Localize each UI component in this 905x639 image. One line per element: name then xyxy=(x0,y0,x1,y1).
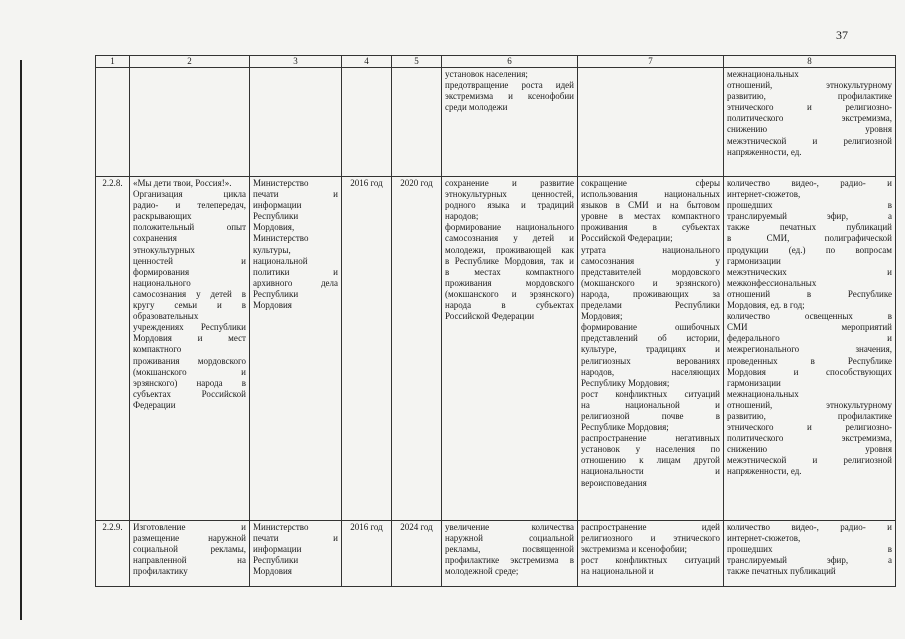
text-line: также печатных публикаций xyxy=(727,566,836,577)
text-line: религиозной почве в xyxy=(581,410,720,421)
text-line: религиозного и этнического xyxy=(581,533,720,544)
text-line: размещение наружной xyxy=(133,533,246,544)
text-line: наружной социальной xyxy=(445,533,574,544)
text-line: этнокультурных xyxy=(133,244,195,255)
text-line: проживания в субъектах xyxy=(581,222,720,233)
text-line: ценностей и xyxy=(133,255,246,266)
text-line: использования национальных xyxy=(581,189,720,200)
text-line: интернет-сюжетов, xyxy=(727,533,801,544)
tasks-cell xyxy=(442,68,578,177)
text-line: народа в субъектах xyxy=(445,300,574,311)
text-line: вероисповедания xyxy=(581,477,647,488)
text-line: Изготовление и xyxy=(133,522,246,532)
text-line: отношений в Республике xyxy=(727,288,892,299)
text-line: народов, населяющих xyxy=(581,366,720,377)
text-line: формирования xyxy=(133,266,190,277)
text-line: профилактике экстремизма в xyxy=(445,555,574,566)
table-row xyxy=(96,521,896,587)
text-line: Мордовия, ед. в год; xyxy=(727,300,805,311)
text-line: межэтнической и религиозной xyxy=(727,455,892,466)
text-line: Республики xyxy=(253,211,299,222)
program-table xyxy=(95,55,896,587)
text-line: (мокшанского и эрзянского) xyxy=(445,288,574,299)
header-cell-8: 8 xyxy=(724,56,896,68)
text-line: Федерации xyxy=(133,399,176,410)
text-line: национальной xyxy=(253,255,308,266)
text-line: направленной на xyxy=(133,555,246,566)
text-line: утрата национального xyxy=(581,244,720,255)
text-line: архивного дела xyxy=(253,277,338,288)
text-line: политики и xyxy=(253,266,338,277)
text-line: Республике Мордовия; xyxy=(581,422,669,433)
text-line: распространение идей xyxy=(581,522,720,532)
text-line: национальности и xyxy=(581,466,720,477)
indicators-cell xyxy=(724,177,896,521)
start-year-cell: 2016 год xyxy=(342,521,392,587)
text-line: эрзянского) народа в xyxy=(133,377,246,388)
text-line: сохранения xyxy=(133,233,177,244)
text-line: этнокультурных ценностей, xyxy=(445,189,574,200)
text-line: рекламы, посвященной xyxy=(445,544,574,555)
text-line: гармонизации xyxy=(727,255,781,266)
text-line: самосознания у xyxy=(581,255,720,266)
text-line: радио- и телепередач, xyxy=(133,200,246,211)
text-line: Республики xyxy=(253,288,299,299)
text-line: Мордовия xyxy=(253,566,292,577)
text-line: среди молодежи xyxy=(445,102,508,113)
text-line: печати и xyxy=(253,189,338,200)
text-line: Организация цикла xyxy=(133,189,246,200)
text-line: Российской Федерации xyxy=(445,311,535,322)
text-line: учреждениях Республики xyxy=(133,322,246,333)
text-line: межконфессиональных xyxy=(727,277,817,288)
text-line: в местах компактного xyxy=(445,266,574,277)
text-line: Министерство xyxy=(253,522,309,532)
binding-edge-line xyxy=(20,60,22,620)
text-line: раскрывающих xyxy=(133,211,192,222)
text-line: развитию, профилактике xyxy=(727,410,892,421)
start-year-cell xyxy=(342,68,392,177)
text-line: народа, проживающих за xyxy=(581,288,720,299)
measure-name-cell xyxy=(130,177,250,521)
text-line: Мордовия и способствующих xyxy=(727,366,892,377)
table-row xyxy=(96,177,896,521)
risks-cell xyxy=(578,521,724,587)
text-line: положительный опыт xyxy=(133,222,246,233)
header-cell-7: 7 xyxy=(578,56,724,68)
tasks-cell xyxy=(442,177,578,521)
text-line: представлений об истории, xyxy=(581,333,720,344)
text-line: самосознания у детей в xyxy=(133,288,246,299)
text-line: транслируемый эфир, а xyxy=(727,211,892,222)
header-cell-3: 3 xyxy=(250,56,342,68)
page-number: 37 xyxy=(836,28,848,42)
text-line: продукции (ед.) по вопросам xyxy=(727,244,892,255)
risks-cell xyxy=(578,177,724,521)
end-year-cell: 2020 год xyxy=(392,177,442,521)
measure-name-cell xyxy=(130,521,250,587)
executor-cell xyxy=(250,177,342,521)
text-line: гармонизации xyxy=(727,377,781,388)
text-line: национального xyxy=(133,277,191,288)
text-line: в СМИ, полиграфической xyxy=(727,233,892,244)
text-line: культуре, традициях и xyxy=(581,344,720,355)
text-line: экстремизма и ксенофобии; xyxy=(581,544,688,555)
text-line: установок населения; xyxy=(445,69,528,79)
end-year-cell: 2024 год xyxy=(392,521,442,587)
text-line: установок у населения по xyxy=(581,444,720,455)
text-line: проживания мордовского xyxy=(445,277,574,288)
text-line: пределами Республики xyxy=(581,300,720,311)
text-line: уровне в местах компактного xyxy=(581,211,720,222)
header-cell-6: 6 xyxy=(442,56,578,68)
text-line: информации xyxy=(253,200,302,211)
text-line: этнического и религиозно- xyxy=(727,102,892,113)
text-line: на национальной и xyxy=(581,399,720,410)
end-year-cell xyxy=(392,68,442,177)
text-line: социальной рекламы, xyxy=(133,544,246,555)
text-line: этнического и религиозно- xyxy=(727,422,892,433)
text-line: информации xyxy=(253,544,302,555)
text-line: Мордовия xyxy=(253,300,292,311)
text-line: проведенных в Республике xyxy=(727,355,892,366)
start-year-cell: 2016 год xyxy=(342,177,392,521)
text-line: экстремизма и ксенофобии xyxy=(445,91,574,102)
executor-cell xyxy=(250,521,342,587)
measure-name-cell xyxy=(130,68,250,177)
text-line: снижению уровня xyxy=(727,124,892,135)
indicators-cell xyxy=(724,521,896,587)
text-line: представителей мордовского xyxy=(581,266,720,277)
header-cell-1: 1 xyxy=(96,56,130,68)
text-line: формирование ошибочных xyxy=(581,322,720,333)
text-line: проживания мордовского xyxy=(133,355,246,366)
text-line: формирование национального xyxy=(445,222,574,233)
text-line: межэтнической и религиозной xyxy=(727,135,892,146)
text-line: распространение негативных xyxy=(581,433,720,444)
text-line: самосознания у детей и xyxy=(445,233,574,244)
text-line: на национальной и xyxy=(581,566,654,577)
text-line: политического экстремизма, xyxy=(727,433,892,444)
text-line: кругу семьи и в xyxy=(133,300,246,311)
text-line: рост конфликтных ситуаций xyxy=(581,555,720,566)
text-line: субъектах Российской xyxy=(133,388,246,399)
text-line: сохранение и развитие xyxy=(445,178,574,188)
text-line: образовательных xyxy=(133,311,199,322)
text-line: отношений, этнокультурному xyxy=(727,80,892,91)
text-line: политического экстремизма, xyxy=(727,113,892,124)
risks-cell xyxy=(578,68,724,177)
text-line: в Республике Мордовия, так и xyxy=(445,255,574,266)
text-line: сокращение сферы xyxy=(581,178,720,188)
text-line: количество видео-, радио- и xyxy=(727,522,892,532)
text-line: межэтнических и xyxy=(727,266,892,277)
text-line: интернет-сюжетов, xyxy=(727,189,801,200)
text-line: народов; xyxy=(445,211,479,222)
table-row xyxy=(96,68,896,177)
text-line: компактного xyxy=(133,344,182,355)
text-line: Республику Мордовия; xyxy=(581,377,670,388)
text-line: увеличение количества xyxy=(445,522,574,532)
text-line: печати и xyxy=(253,533,338,544)
text-line: Республики xyxy=(253,555,299,566)
tasks-cell xyxy=(442,521,578,587)
text-line: рост конфликтных ситуаций xyxy=(581,388,720,399)
text-line: развитию, профилактике xyxy=(727,91,892,102)
text-line: Мордовия и мест xyxy=(133,333,246,344)
text-line: Мордовия, xyxy=(253,222,295,233)
text-line: межнациональных xyxy=(727,69,799,79)
text-line: количество освещенных в xyxy=(727,311,892,322)
text-line: Мордовия; xyxy=(581,311,623,322)
text-line: количество видео-, радио- и xyxy=(727,178,892,188)
text-line: СМИ мероприятий xyxy=(727,322,892,333)
item-number-cell: 2.2.9. xyxy=(96,521,130,587)
text-line: напряженности, ед. xyxy=(727,146,802,157)
item-number-cell xyxy=(96,68,130,177)
text-line: Министерство xyxy=(253,178,309,188)
header-row xyxy=(96,56,896,68)
header-cell-5: 5 xyxy=(392,56,442,68)
text-line: (мокшанского и эрзянского) xyxy=(581,277,720,288)
text-line: «Мы дети твои, Россия!». xyxy=(133,178,232,188)
text-line: Министерство xyxy=(253,233,309,244)
text-line: профилактику xyxy=(133,566,188,577)
text-line: родного языка и традиций xyxy=(445,200,574,211)
header-cell-4: 4 xyxy=(342,56,392,68)
text-line: также печатных публикаций xyxy=(727,222,892,233)
item-number-cell: 2.2.8. xyxy=(96,177,130,521)
text-line: молодежной среде; xyxy=(445,566,519,577)
text-line: Российской Федерации; xyxy=(581,233,673,244)
text-line: прошедших в xyxy=(727,544,892,555)
text-line: напряженности, ед. xyxy=(727,466,802,477)
text-line: предотвращение роста идей xyxy=(445,80,574,91)
text-line: религиозных верованиях xyxy=(581,355,720,366)
text-line: межрегионального значения, xyxy=(727,344,892,355)
text-line: отношению к лицам другой xyxy=(581,455,720,466)
text-line: отношений, этнокультурному xyxy=(727,399,892,410)
executor-cell xyxy=(250,68,342,177)
text-line: (мокшанского и xyxy=(133,366,246,377)
header-cell-2: 2 xyxy=(130,56,250,68)
text-line: прошедших в xyxy=(727,200,892,211)
text-line: федерального и xyxy=(727,333,892,344)
indicators-cell xyxy=(724,68,896,177)
text-line: транслируемый эфир, а xyxy=(727,555,892,566)
text-line: снижению уровня xyxy=(727,444,892,455)
text-line: молодежи, проживающей как xyxy=(445,244,574,255)
text-line: межнациональных xyxy=(727,388,799,399)
text-line: культуры, xyxy=(253,244,291,255)
text-line: языков в СМИ и на бытовом xyxy=(581,200,720,211)
